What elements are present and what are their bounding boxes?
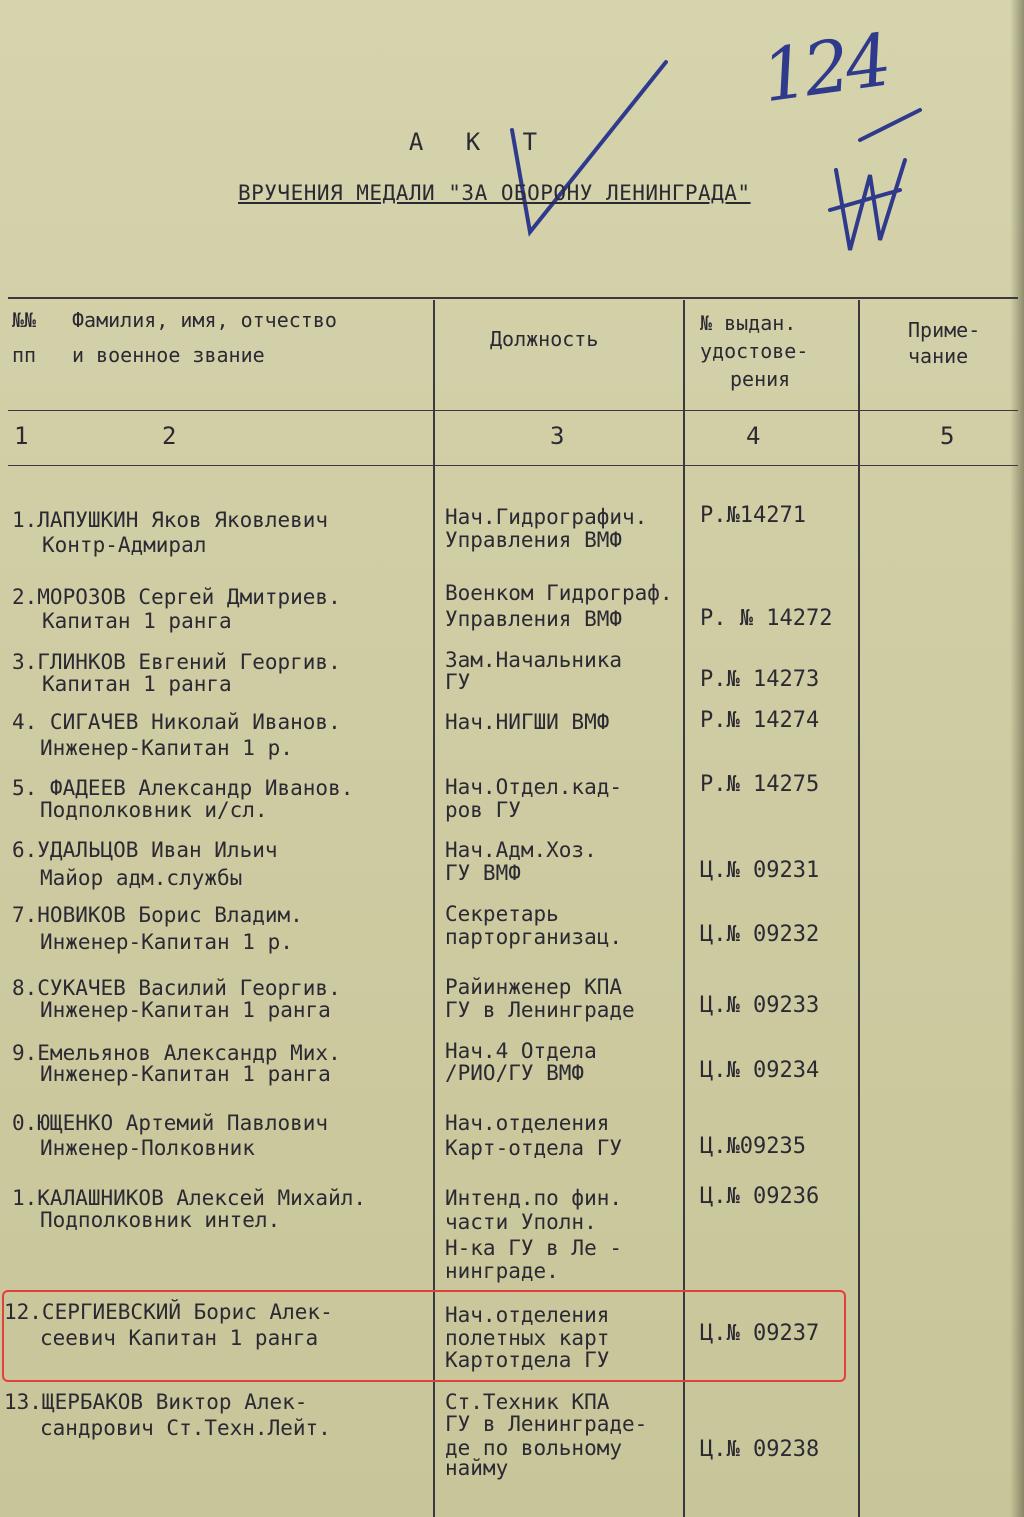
row-position: найму	[445, 1456, 509, 1480]
header-name-line1: Фамилия, имя, отчество	[72, 308, 337, 332]
row-certificate: Ц.№ 09232	[700, 922, 820, 947]
row-certificate: Ц.№ 09237	[700, 1321, 820, 1346]
table-col-divider	[858, 300, 860, 1517]
column-number: 2	[162, 422, 177, 450]
row-position: парторганизац.	[445, 925, 623, 949]
row-name: 9.Емельянов Александр Мих.	[12, 1041, 341, 1065]
row-position: Секретарь	[445, 902, 559, 926]
row-position: ров ГУ	[445, 798, 521, 822]
header-num-line2: пп	[12, 343, 37, 367]
column-number: 1	[14, 422, 29, 450]
row-position: ГУ в Ленинграде-	[445, 1412, 648, 1436]
row-name: 1.КАЛАШНИКОВ Алексей Михайл.	[12, 1186, 367, 1210]
row-position: ГУ в Ленинграде	[445, 998, 635, 1022]
row-name: 13.ЩЕРБАКОВ Виктор Алек-	[4, 1390, 308, 1414]
row-rank: сеевич Капитан 1 ранга	[40, 1326, 319, 1350]
row-position: Нач.отделения	[445, 1303, 610, 1327]
colnum-bottom-border	[8, 465, 1018, 466]
document-subtitle: ВРУЧЕНИЯ МЕДАЛИ "ЗА ОБОРОНУ ЛЕНИНГРАДА"	[238, 181, 751, 205]
row-certificate: Р.№ 14275	[700, 772, 820, 797]
table-top-border	[8, 297, 1018, 299]
row-position: ГУ	[445, 670, 471, 694]
row-rank: Инженер-Капитан 1 ранга	[40, 1062, 331, 1086]
row-position: части Уполн.	[445, 1210, 597, 1234]
column-number: 3	[550, 422, 565, 450]
row-rank: Подполковник и/сл.	[40, 798, 268, 822]
header-note-line1: Приме-	[908, 318, 981, 342]
row-certificate: Ц.№ 09238	[700, 1437, 820, 1462]
row-rank: Капитан 1 ранга	[42, 672, 232, 696]
row-rank: Инженер-Капитан 1 р.	[40, 736, 293, 760]
row-rank: Инженер-Капитан 1 ранга	[40, 998, 331, 1022]
row-certificate: Ц.№ 09231	[700, 858, 820, 883]
row-position: Нач.4 Отдела	[445, 1039, 597, 1063]
row-certificate: Ц.№09235	[700, 1134, 806, 1159]
row-position: Нач.НИГШИ ВМФ	[445, 710, 610, 734]
row-name: 6.УДАЛЬЦОВ Иван Ильич	[12, 838, 278, 862]
row-certificate: Р.№ 14274	[700, 708, 820, 733]
row-position: Военком Гидрограф.	[445, 581, 673, 605]
row-certificate: Р. № 14272	[700, 606, 833, 631]
row-position: Карт-отдела ГУ	[445, 1136, 623, 1160]
row-certificate: Р.№ 14273	[700, 667, 820, 692]
header-cert-line2: удостове-	[700, 339, 809, 363]
header-cert-line1: № выдан.	[700, 311, 797, 335]
row-name: 2.МОРОЗОВ Сергей Дмитриев.	[12, 585, 341, 609]
row-name: 4. СИГАЧЕВ Николай Иванов.	[12, 710, 341, 734]
row-position: Нач.отделения	[445, 1111, 610, 1135]
row-certificate: Р.№14271	[700, 503, 806, 528]
row-name: 7.НОВИКОВ Борис Владим.	[12, 903, 303, 927]
header-position: Должность	[490, 327, 599, 351]
archive-number: 124	[756, 17, 893, 119]
row-position: ГУ ВМФ	[445, 861, 521, 885]
row-position: Управления ВМФ	[445, 607, 623, 631]
row-rank: сандрович Ст.Техн.Лейт.	[40, 1416, 331, 1440]
row-rank: Капитан 1 ранга	[42, 609, 232, 633]
row-name: 8.СУКАЧЕВ Василий Георгив.	[12, 976, 341, 1000]
header-cert-line3: рения	[730, 367, 791, 391]
row-position: Нач.Адм.Хоз.	[445, 838, 597, 862]
row-rank: Инженер-Капитан 1 р.	[40, 930, 293, 954]
row-position: Интенд.по фин.	[445, 1186, 623, 1210]
row-rank: Майор адм.службы	[40, 866, 243, 890]
row-name: 12.СЕРГИЕВСКИЙ Борис Алек-	[4, 1300, 333, 1324]
document-title: А К Т	[408, 128, 552, 156]
header-bottom-border	[8, 410, 1018, 411]
header-name-line2: и военное звание	[72, 343, 265, 367]
row-position: Н-ка ГУ в Ле -	[445, 1236, 623, 1260]
row-rank: Контр-Адмирал	[42, 533, 207, 557]
row-position: Райинженер КПА	[445, 975, 623, 999]
row-position: де по вольному	[445, 1436, 623, 1460]
row-rank: Инженер-Полковник	[40, 1136, 255, 1160]
row-certificate: Ц.№ 09233	[700, 993, 820, 1018]
row-name: 5. ФАДЕЕВ Александр Иванов.	[12, 776, 354, 800]
header-num-line1: №№	[12, 308, 37, 332]
row-name: 3.ГЛИНКОВ Евгений Георгив.	[12, 650, 341, 674]
row-rank: Подполковник интел.	[40, 1208, 281, 1232]
row-position: Зам.Начальника	[445, 648, 623, 672]
row-position: Ст.Техник КПА	[445, 1390, 610, 1414]
row-position: Нач.Гидрографич.	[445, 505, 648, 529]
column-number: 5	[940, 422, 955, 450]
header-note-line2: чание	[908, 344, 969, 368]
row-position: нинграде.	[445, 1259, 559, 1283]
row-name: 1.ЛАПУШКИН Яков Яковлевич	[12, 508, 329, 532]
row-position: /РИО/ГУ ВМФ	[445, 1061, 585, 1085]
row-position: Картотдела ГУ	[445, 1348, 610, 1372]
column-number: 4	[746, 422, 761, 450]
row-certificate: Ц.№ 09236	[700, 1184, 820, 1209]
row-position: полетных карт	[445, 1326, 610, 1350]
row-position: Управления ВМФ	[445, 528, 623, 552]
row-position: Нач.Отдел.кад-	[445, 775, 623, 799]
row-name: 0.ЮЩЕНКО Артемий Павлович	[12, 1111, 329, 1135]
row-certificate: Ц.№ 09234	[700, 1058, 820, 1083]
